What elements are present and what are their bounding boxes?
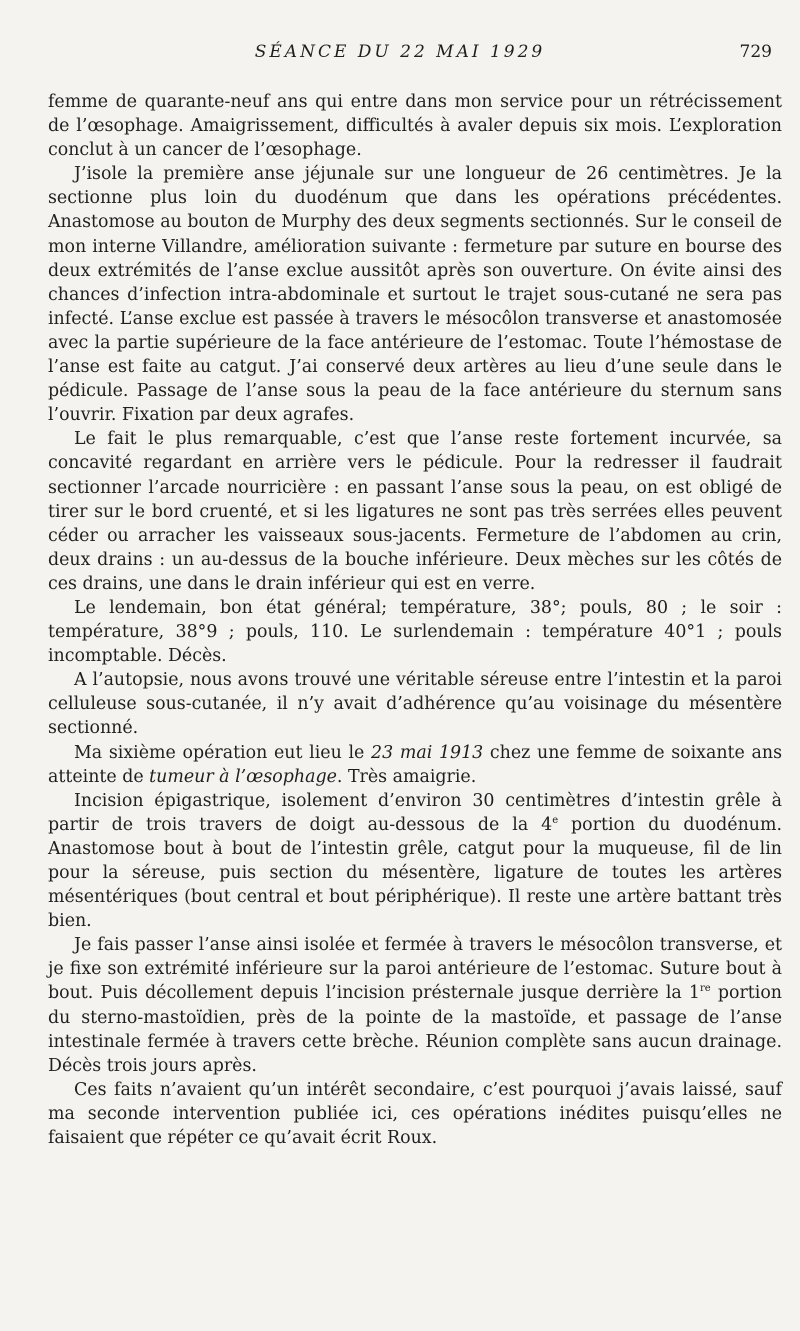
p6-after: . Très amaigrie.: [336, 766, 477, 787]
paragraph-8: [48, 933, 782, 1078]
paragraph-6: [48, 741, 782, 789]
running-title: SÉANCE DU 22 MAI 1929: [254, 42, 546, 62]
paragraph-3: Le fait le plus remarquable, c’est que l’anse reste fortement incurvée, sa concavité regardant en arrière vers le pédicule. Pour la redresser il faudrait sectionner l’arcade nourricière : en passant l’anse sous la peau, on est obligé de tirer sur le bord cruenté, et si les ligatures ne sont pas très serrées elles peuvent céder ou arracher les vaisseaux sous-jacents. Fermeture de l’abdomen au crin, deux drains : un au-dessus de la bouche inférieure. Deux mèches sur les côtés de ces drains, une dans le drain inférieur qui est en verre.: [48, 429, 782, 594]
ordinal-superscript: re: [700, 983, 711, 995]
page-number: 729: [739, 42, 772, 62]
paragraph-2: J’isole la première anse jéjunale sur une longueur de 26 centimètres. Je la sectionne plus loin du duodénum que dans les opérations précédentes. Anastomose au bouton de Murphy des deux segments sectionnés. Sur le conseil de mon interne Villandre, amélioration suivante : fermeture par suture en bourse des deux extrémités de l’anse exclue aussitôt après son ouverture. On évite ainsi des chances d’infection intra-abdominale et surtout le trajet sous-cutané ne sera pas infecté. L’anse exclue est passée à travers le mésocôlon transverse et anastomosée avec la partie supérieure de la face antérieure de l’estomac. Toute l’hémostase de l’anse est faite au catgut. J’ai conservé deux artères au lieu d’une seule dans le pédicule. Passage de l’anse sous la peau de la face antérieure du sternum sans l’ouvrir. Fixation par deux agrafes.: [48, 164, 782, 426]
page-header: [0, 42, 800, 72]
p7-part-b: portion du duodénum. Anastomose bout à bout de l’intestin grêle, catgut pour la muqueuse, fil de lin pour la séreuse, puis section du mésentère, ligature de toutes les artères mésentériques (bout central et bout périphérique). Il reste une artère battant très bien.: [48, 814, 783, 932]
p6-middle: chez une femme de soixante ans atteinte de: [48, 742, 782, 787]
p7-part-a: Incision épigastrique, isolement d’environ 30 centimètres d’intestin grêle à partir de trois travers de doigt au-dessous de la 4: [48, 790, 782, 835]
paragraph-7: [48, 789, 782, 934]
paragraph-5: A l’autopsie, nous avons trouvé une véritable séreuse entre l’intestin et la paroi celluleuse sous-cutanée, il n’y avait d’adhérence qu’au voisinage du mésentère sectionné.: [48, 670, 782, 739]
ordinal-superscript: e: [552, 815, 559, 827]
diagnosis: tumeur à l’œsophage: [149, 766, 337, 787]
paragraph-1: femme de quarante-neuf ans qui entre dans mon service pour un rétrécissement de l’œsophage. Amaigrissement, difficultés à avaler depuis six mois. L’exploration conclut à un cancer de l’œsophage.: [48, 92, 782, 161]
body-text: [48, 90, 782, 1150]
p8-part-b: portion du sterno-mastoïdien, près de la pointe de la mastoïde, et passage de l’anse intestinale fermée à travers cette brèche. Réunion complète sans aucun drainage. Décès trois jours après.: [48, 983, 782, 1076]
operation-date: 23 mai 1913: [371, 742, 484, 763]
paragraph-4: Le lendemain, bon état général; température, 38°; pouls, 80 ; le soir : température, 38°9 ; pouls, 110. Le surlendemain : température 40°1 ; pouls incomptable. Décès.: [48, 597, 782, 667]
p8-part-a: Je fais passer l’anse ainsi isolée et fermée à travers le mésocôlon transverse, et je fixe son extrémité inférieure sur la paroi antérieure de l’estomac. Suture bout à bout. Puis décollement depuis l’incision présternale jusque derrière la 1: [48, 935, 782, 1004]
p6-before-date: Ma sixième opération eut lieu le: [74, 742, 372, 763]
paragraph-9: Ces faits n’avaient qu’un intérêt secondaire, c’est pourquoi j’avais laissé, sauf ma seconde intervention publiée ici, ces opérations inédites puisqu’elles ne faisaient que répéter ce qu’avait écrit Roux.: [48, 1079, 782, 1149]
